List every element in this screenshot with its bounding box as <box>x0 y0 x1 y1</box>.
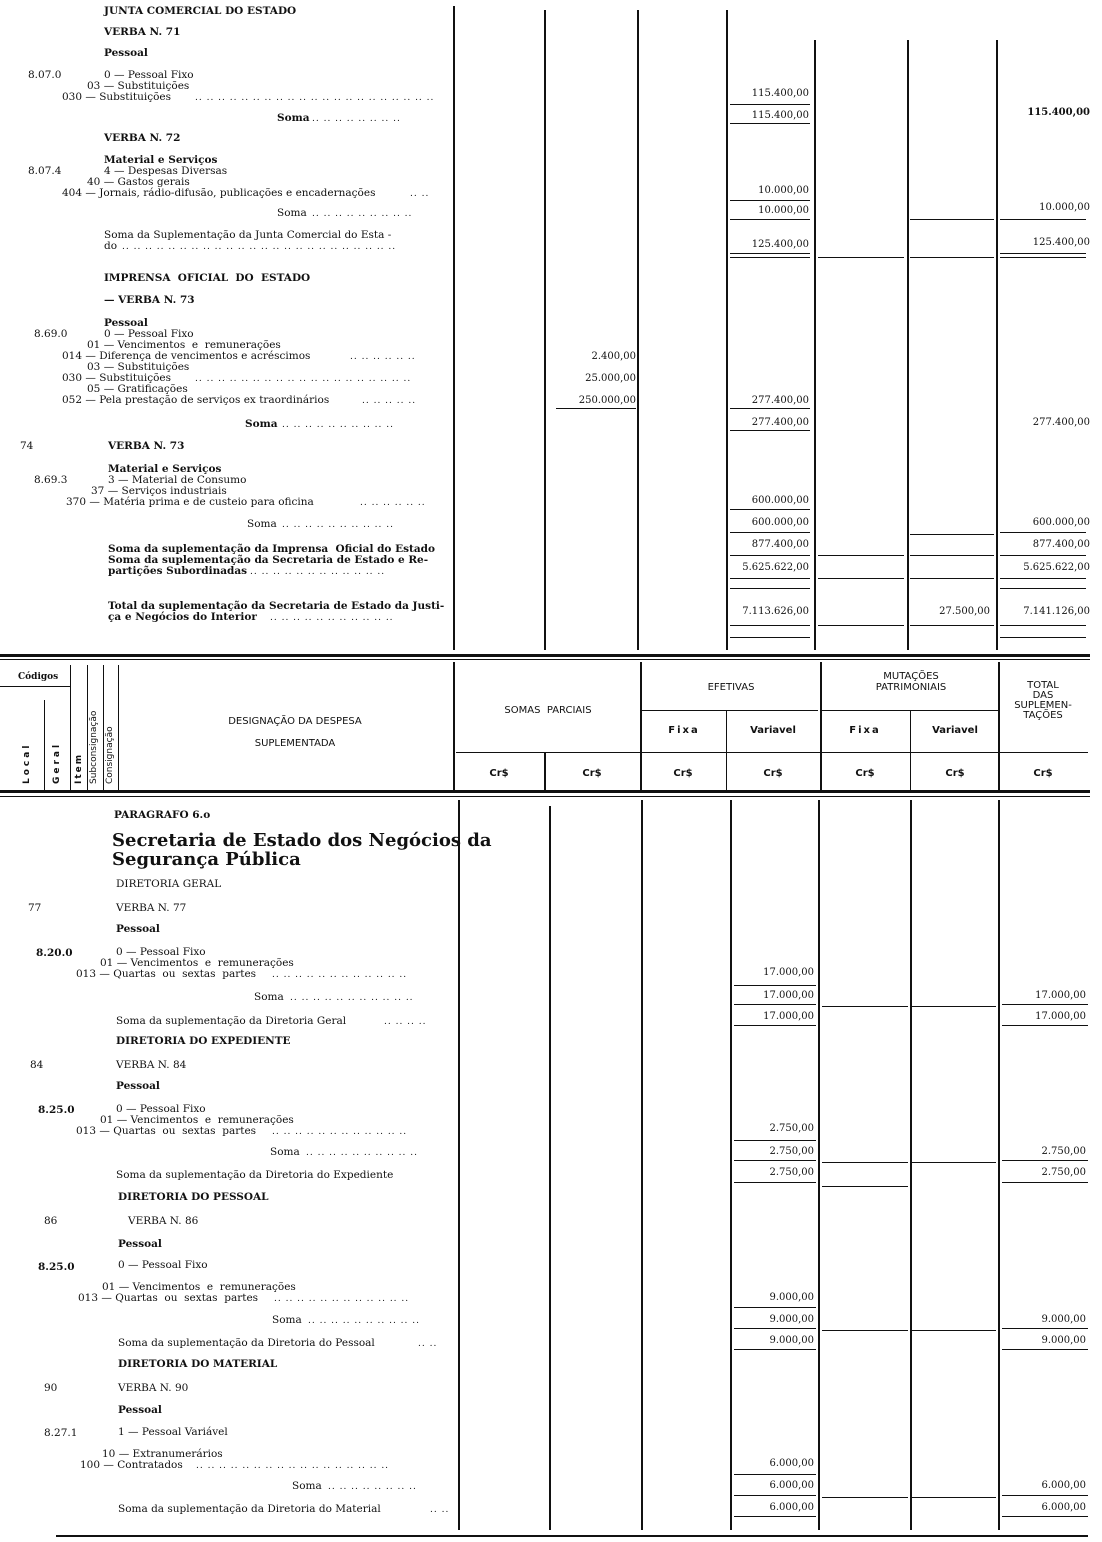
header-fixa: Fixa <box>849 725 881 736</box>
code-local: 8.69.0 <box>34 328 68 340</box>
code-local: 8.27.1 <box>44 1427 78 1439</box>
value: 277.400,00 <box>751 395 809 406</box>
value: 27.500,00 <box>939 606 990 617</box>
header-currency: Cr$ <box>763 768 783 779</box>
value: 17.000,00 <box>763 1011 814 1022</box>
leader-dots: .. .. .. .. .. .. .. .. .. .. .. .. <box>272 1127 408 1137</box>
rule <box>1000 588 1086 589</box>
item-line: 030 — Substituições <box>62 91 172 103</box>
code-local: 86 <box>44 1215 58 1227</box>
rule <box>1002 1516 1088 1517</box>
column-rule <box>730 800 732 1530</box>
value: 877.400,00 <box>751 539 809 550</box>
soma-line: Soma da suplementação da Diretoria do Expediente <box>116 1169 394 1181</box>
paragraph-label: PARAGRAFO 6.o <box>114 809 211 821</box>
leader-dots: .. .. .. .. .. .. .. .. <box>312 114 401 124</box>
item-line: 013 — Quartas ou sextas partes <box>78 1292 259 1304</box>
total-value: 17.000,00 <box>1035 990 1086 1001</box>
header-variavel: Variavel <box>932 725 978 736</box>
rule <box>822 1186 908 1187</box>
soma-line: Soma da suplementação da Diretoria Geral <box>116 1015 347 1027</box>
rule <box>1000 257 1086 258</box>
rule <box>1000 625 1086 626</box>
rule <box>818 257 904 258</box>
column-rule <box>818 800 820 1530</box>
item-line: 014 — Diferença de vencimentos e acréscimos <box>62 350 311 362</box>
total-value: 17.000,00 <box>1035 1011 1086 1022</box>
value: 9.000,00 <box>769 1292 814 1303</box>
category-label: Pessoal <box>104 317 148 329</box>
item-line: 0 — Pessoal Fixo <box>104 328 194 340</box>
header-designacao: DESIGNAÇÃO DA DESPESA <box>228 716 362 727</box>
rule <box>730 625 810 626</box>
code-local: 84 <box>30 1059 44 1071</box>
verba-label: VERBA N. 71 <box>104 26 181 38</box>
column-rule <box>907 40 909 650</box>
header-currency: Cr$ <box>582 768 602 779</box>
rule <box>734 1349 816 1350</box>
item-line: 40 — Gastos gerais <box>87 176 190 188</box>
header-bottom-rule <box>0 790 1090 793</box>
total-line: ça e Negócios do Interior <box>108 611 257 623</box>
total-value: 9.000,00 <box>1041 1335 1086 1346</box>
value: 6.000,00 <box>769 1502 814 1513</box>
rule <box>1000 578 1086 579</box>
verba-label: — VERBA N. 73 <box>104 294 195 306</box>
item-line: 01 — Vencimentos e remunerações <box>87 339 281 351</box>
column-rule <box>641 800 643 1530</box>
header-col-rule <box>44 700 45 790</box>
rule <box>822 1497 908 1498</box>
header-bottom-rule <box>0 796 1090 797</box>
value: 9.000,00 <box>769 1314 814 1325</box>
item-line: 0 — Pessoal Fixo <box>116 1103 206 1115</box>
soma-label: Soma <box>254 991 284 1003</box>
code-local: 77 <box>28 902 42 914</box>
rule <box>912 1162 996 1163</box>
rule <box>642 710 818 711</box>
section-title: DIRETORIA DO MATERIAL <box>118 1358 278 1370</box>
rule <box>734 1474 816 1475</box>
soma-line: Soma da suplementação da Diretoria do Material <box>118 1503 381 1515</box>
item-line: 01 — Vencimentos e remunerações <box>102 1281 296 1293</box>
rule <box>912 1497 996 1498</box>
header-currency: Cr$ <box>1033 768 1053 779</box>
item-line: 030 — Substituições <box>62 372 172 384</box>
column-rule <box>458 800 460 1530</box>
header-col-rule <box>726 710 727 790</box>
code-local: 8.07.4 <box>28 165 62 177</box>
rule <box>1002 1495 1088 1496</box>
section-title: DIRETORIA DO PESSOAL <box>118 1191 269 1203</box>
item-line: 05 — Gratificações <box>87 383 188 395</box>
section-title: IMPRENSA OFICIAL DO ESTADO <box>104 272 311 284</box>
rule <box>910 625 994 626</box>
soma-label: Soma <box>272 1314 302 1326</box>
item-line: 4 — Despesas Diversas <box>104 165 228 177</box>
category-label: Pessoal <box>116 923 160 935</box>
item-line: 0 — Pessoal Fixo <box>116 946 206 958</box>
item-line: 370 — Matéria prima e de custeio para oficina <box>66 496 314 508</box>
value: 125.400,00 <box>751 239 809 250</box>
header-item: Item <box>74 752 84 784</box>
total-value: 6.000,00 <box>1041 1480 1086 1491</box>
category-label: Pessoal <box>104 47 148 59</box>
total-value: 7.141.126,00 <box>1023 606 1090 617</box>
total-value: 600.000,00 <box>1032 517 1090 528</box>
total-line: Total da suplementação da Secretaria de Estado da Justi- <box>108 600 445 612</box>
leader-dots: .. .. .. .. .. .. .. .. .. .. .. .. .. .. .. .. .. .. .. <box>195 374 412 384</box>
rule <box>1002 1182 1088 1183</box>
leader-dots: .. .. <box>430 1505 450 1515</box>
rule <box>1002 1025 1088 1026</box>
item-line: 0 — Pessoal Fixo <box>118 1259 208 1271</box>
rule <box>910 257 994 258</box>
verba-label: VERBA N. 90 <box>118 1382 189 1394</box>
category-label: Pessoal <box>116 1080 160 1092</box>
total-value: 10.000,00 <box>1039 202 1090 213</box>
rule <box>1000 219 1086 220</box>
header-col-rule <box>103 665 104 790</box>
value: 25.000,00 <box>585 373 636 384</box>
total-value: 9.000,00 <box>1041 1314 1086 1325</box>
rule <box>730 430 810 431</box>
header-col-rule <box>910 710 911 790</box>
section-title: DIRETORIA DO EXPEDIENTE <box>116 1035 291 1047</box>
leader-dots: .. .. <box>410 189 430 199</box>
header-col-rule <box>453 662 455 790</box>
leader-dots: .. .. .. .. .. .. .. .. <box>328 1482 417 1492</box>
rule <box>730 408 810 409</box>
column-rule <box>910 800 912 1530</box>
column-rule <box>996 40 998 650</box>
rule <box>822 1162 908 1163</box>
code-local: 90 <box>44 1382 58 1394</box>
page-bottom-rule <box>56 1535 1088 1537</box>
leader-dots: .. .. .. .. .. .. .. .. .. .. .. .. <box>272 970 408 980</box>
column-rule <box>549 806 551 1530</box>
soma-label: Soma <box>277 112 310 124</box>
header-subconsignacao: Subconsignação <box>89 710 99 784</box>
item-line: 10 — Extranumerários <box>102 1448 223 1460</box>
header-total: TOTAL DAS SUPLEMEN- TAÇÕES <box>1014 680 1072 721</box>
rule <box>818 555 904 556</box>
item-line: 100 — Contratados <box>80 1459 183 1471</box>
leader-dots: .. .. .. .. .. .. .. .. .. .. <box>306 1148 418 1158</box>
leader-dots: .. .. .. .. .. .. .. .. .. .. <box>282 520 394 530</box>
rule <box>1002 1160 1088 1161</box>
rule <box>730 104 810 105</box>
item-line: 013 — Quartas ou sextas partes <box>76 1125 257 1137</box>
leader-dots: .. .. .. .. .. .. .. .. .. .. <box>308 1316 420 1326</box>
soma-label: Soma <box>245 418 278 430</box>
value: 600.000,00 <box>751 495 809 506</box>
verba-label: VERBA N. 86 <box>128 1215 199 1227</box>
rule <box>1000 555 1086 556</box>
rule <box>734 1307 816 1308</box>
rule <box>734 1025 816 1026</box>
rule <box>730 257 810 258</box>
section-title: DIRETORIA GERAL <box>116 878 222 890</box>
header-col-rule <box>70 665 71 790</box>
category-label: Pessoal <box>118 1238 162 1250</box>
code-local: 74 <box>20 440 34 452</box>
rule <box>910 578 994 579</box>
header-col-rule <box>87 665 88 790</box>
leader-dots: .. .. .. .. .. .. <box>360 498 426 508</box>
rule <box>730 123 810 124</box>
value: 600.000,00 <box>751 517 809 528</box>
header-top-rule <box>0 654 1090 657</box>
value: 5.625.622,00 <box>742 562 809 573</box>
value: 250.000,00 <box>578 395 636 406</box>
value: 7.113.626,00 <box>742 606 809 617</box>
rule <box>734 1328 816 1329</box>
item-line: 013 — Quartas ou sextas partes <box>76 968 257 980</box>
value: 2.750,00 <box>769 1146 814 1157</box>
leader-dots: .. .. .. .. .. .. .. .. .. .. <box>282 420 394 430</box>
rule <box>910 534 994 535</box>
header-consignacao: Consignação <box>105 726 115 784</box>
code-local: 8.20.0 <box>36 947 73 959</box>
rule <box>734 1004 816 1005</box>
value: 277.400,00 <box>751 417 809 428</box>
total-value: 2.750,00 <box>1041 1167 1086 1178</box>
item-line: 01 — Vencimentos e remunerações <box>100 957 294 969</box>
leader-dots: .. .. .. .. .. .. .. .. .. .. .. .. <box>274 1294 410 1304</box>
rule <box>818 625 904 626</box>
value: 9.000,00 <box>769 1335 814 1346</box>
column-rule <box>726 10 728 650</box>
leader-dots: .. .. .. .. .. .. .. .. .. .. .. .. .. .. .. .. .. <box>196 1461 390 1471</box>
code-local: 8.07.0 <box>28 69 62 81</box>
rule <box>1002 1349 1088 1350</box>
rule <box>730 637 810 638</box>
rule <box>730 555 810 556</box>
value: 115.400,00 <box>751 88 809 99</box>
total-value: 277.400,00 <box>1032 417 1090 428</box>
soma-line: Soma da suplementação da Imprensa Oficial do Estado <box>108 543 436 555</box>
rule <box>730 219 810 220</box>
rule <box>730 253 810 254</box>
rule <box>556 408 636 409</box>
soma-line: partições Subordinadas <box>108 565 248 577</box>
header-currency: Cr$ <box>855 768 875 779</box>
verba-label: VERBA N. 77 <box>116 902 187 914</box>
header-col-rule <box>118 665 119 790</box>
value: 2.750,00 <box>769 1123 814 1134</box>
value: 6.000,00 <box>769 1480 814 1491</box>
leader-dots: .. .. .. .. .. <box>362 396 417 406</box>
total-value: 2.750,00 <box>1041 1146 1086 1157</box>
soma-label: Soma <box>270 1146 300 1158</box>
rule <box>734 1140 816 1141</box>
header-somas-parciais: SOMAS PARCIAIS <box>504 705 592 716</box>
rule <box>730 588 810 589</box>
soma-line: Soma da suplementação da Secretaria de Estado e Re- <box>108 554 429 566</box>
rule <box>734 1182 816 1183</box>
rule <box>1002 1004 1088 1005</box>
item-line: 03 — Substituições <box>87 80 190 92</box>
verba-label: VERBA N. 84 <box>116 1059 187 1071</box>
rule <box>822 1006 908 1007</box>
value: 10.000,00 <box>758 185 809 196</box>
leader-dots: .. .. .. .. .. .. .. .. .. .. .. .. .. .. .. .. .. .. .. .. .. <box>195 93 435 103</box>
item-line: 37 — Serviços industriais <box>91 485 227 497</box>
rule <box>818 578 904 579</box>
soma-line: Soma da suplementação da Diretoria do Pessoal <box>118 1337 375 1349</box>
header-codigos: Códigos <box>18 672 59 682</box>
item-line: 1 — Pessoal Variável <box>118 1426 228 1438</box>
code-local: 8.69.3 <box>34 474 68 486</box>
rule <box>734 985 816 986</box>
rule <box>730 200 810 201</box>
value: 2.400,00 <box>591 351 636 362</box>
header-variavel: Variavel <box>750 725 796 736</box>
rule <box>910 555 994 556</box>
item-line: 404 — Jornais, rádio-difusão, publicações e encadernações <box>62 187 376 199</box>
header-mutacoes: MUTAÇÕES PATRIMONIAIS <box>875 671 947 693</box>
rule <box>912 1330 996 1331</box>
code-local: 8.25.0 <box>38 1104 75 1116</box>
rule <box>734 1495 816 1496</box>
leader-dots: .. .. .. .. .. .. .. .. .. .. .. <box>290 993 414 1003</box>
total-value: 877.400,00 <box>1032 539 1090 550</box>
soma-label: Soma <box>277 207 307 219</box>
item-line: 01 — Vencimentos e remunerações <box>100 1114 294 1126</box>
value: 17.000,00 <box>763 990 814 1001</box>
column-rule <box>998 800 1000 1530</box>
code-local: 8.25.0 <box>38 1261 75 1273</box>
secretaria-title: Segurança Pública <box>112 849 301 870</box>
header-designacao: SUPLEMENTADA <box>254 738 336 749</box>
column-rule <box>637 10 639 650</box>
total-value: 6.000,00 <box>1041 1502 1086 1513</box>
rule <box>730 509 810 510</box>
item-line: 03 — Substituições <box>87 361 190 373</box>
header-local: Local <box>22 742 32 784</box>
rule <box>734 1160 816 1161</box>
category-label: Pessoal <box>118 1404 162 1416</box>
rule <box>912 1006 996 1007</box>
leader-dots: .. .. .. .. <box>384 1017 427 1027</box>
header-efetivas: EFETIVAS <box>707 682 755 693</box>
column-rule <box>544 10 546 650</box>
rule <box>1002 1328 1088 1329</box>
rule <box>734 1516 816 1517</box>
verba-label: VERBA N. 73 <box>108 440 185 452</box>
header-fixa: Fixa <box>668 725 700 736</box>
rule <box>0 686 70 687</box>
category-label: Material e Serviços <box>108 463 222 475</box>
rule <box>1000 253 1086 254</box>
leader-dots: .. .. .. .. .. .. .. .. .. <box>312 209 413 219</box>
soma-label: Soma <box>292 1480 322 1492</box>
total-value: 5.625.622,00 <box>1023 562 1090 573</box>
rule <box>730 578 810 579</box>
soma-label: Soma <box>247 518 277 530</box>
rule <box>730 532 810 533</box>
item-line: 0 — Pessoal Fixo <box>104 69 194 81</box>
value: 115.400,00 <box>751 110 809 121</box>
soma-line: do <box>104 240 118 252</box>
section-title: JUNTA COMERCIAL DO ESTADO <box>104 5 297 17</box>
column-rule <box>453 6 455 650</box>
rule <box>456 752 1088 753</box>
leader-dots: .. .. <box>418 1339 438 1349</box>
rule <box>1000 532 1086 533</box>
leader-dots: .. .. .. .. .. .. <box>350 352 416 362</box>
header-currency: Cr$ <box>489 768 509 779</box>
item-line: 3 — Material de Consumo <box>108 474 247 486</box>
leader-dots: .. .. .. .. .. .. .. .. .. .. .. <box>270 613 394 623</box>
verba-label: VERBA N. 72 <box>104 132 181 144</box>
secretaria-title: Secretaria de Estado dos Negócios da <box>112 830 492 851</box>
value: 17.000,00 <box>763 967 814 978</box>
category-label: Material e Serviços <box>104 154 218 166</box>
header-currency: Cr$ <box>673 768 693 779</box>
leader-dots: .. .. .. .. .. .. .. .. .. .. .. .. <box>250 567 386 577</box>
leader-dots: .. .. .. .. .. .. .. .. .. .. .. .. .. .. .. .. .. .. .. .. .. .. .. .. <box>122 242 397 252</box>
total-value: 125.400,00 <box>1032 237 1090 248</box>
header-geral: Geral <box>52 741 62 784</box>
soma-line: Soma da Suplementação da Junta Comercial do Esta - <box>104 229 392 241</box>
value: 2.750,00 <box>769 1167 814 1178</box>
total-value: 115.400,00 <box>1027 107 1090 118</box>
item-line: 052 — Pela prestação de serviços ex traordinários <box>62 394 330 406</box>
header-top-rule <box>0 659 1090 660</box>
value: 10.000,00 <box>758 205 809 216</box>
column-rule <box>814 40 816 650</box>
rule <box>1000 637 1086 638</box>
rule <box>822 1330 908 1331</box>
value: 6.000,00 <box>769 1458 814 1469</box>
header-currency: Cr$ <box>945 768 965 779</box>
rule <box>910 219 994 220</box>
